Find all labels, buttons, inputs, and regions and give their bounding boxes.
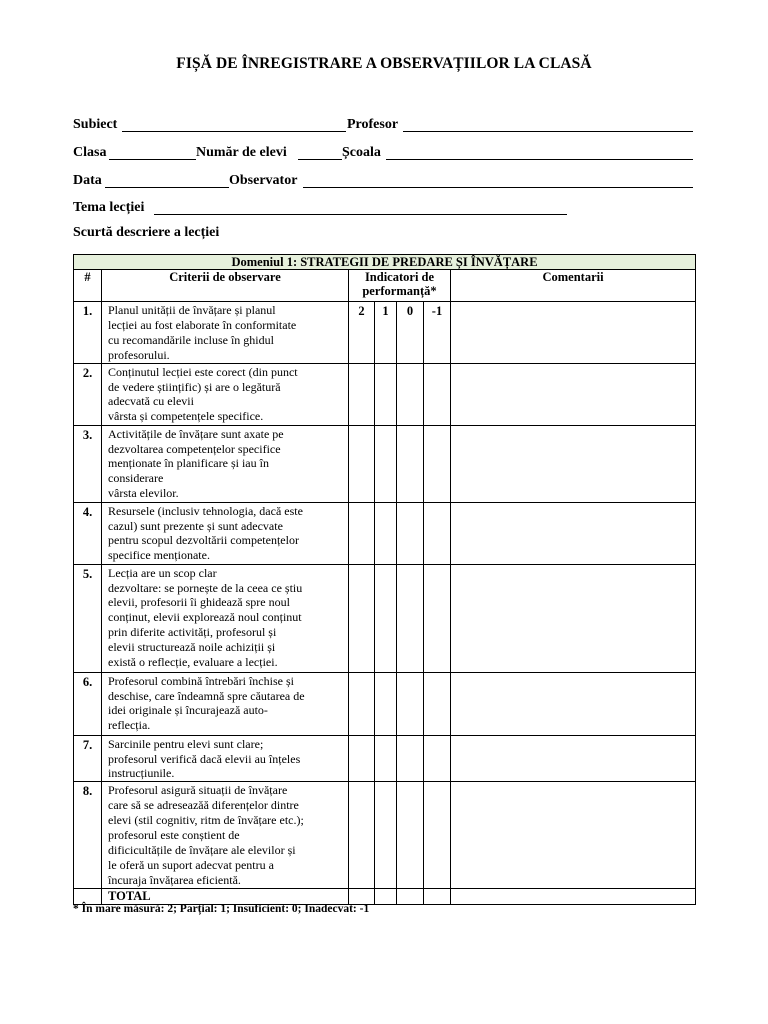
row-number: 5. <box>74 564 102 672</box>
criterion-line: deschise, care îndeamnă spre căutarea de <box>108 688 305 703</box>
scale-value[interactable]: -1 <box>424 302 451 364</box>
comment-cell[interactable] <box>451 564 696 672</box>
criterion-line: dezvoltarea competențelor specifice <box>108 441 281 456</box>
criterion-line: Lecția are un scop clar <box>108 565 217 580</box>
criterion-line: există o reflecție, evaluare a lecției. <box>108 655 278 670</box>
criterion-line: idei originale și încurajează auto- <box>108 703 268 718</box>
criterion-line: Profesorul asigură situații de învățare <box>108 783 288 798</box>
criterion-line: Sarcinile pentru elevi sunt clare; <box>108 736 264 751</box>
indicator-cell[interactable] <box>397 425 424 502</box>
criterion-line: Profesorul combină întrebări închise și <box>108 673 294 688</box>
field-clasa[interactable] <box>109 159 196 160</box>
criterion-line: vârsta elevilor. <box>108 486 179 501</box>
total-indicator-cell[interactable] <box>397 889 424 905</box>
label-subiect: Subiect <box>73 117 118 132</box>
criterion-line: Planul unității de învățare și planul <box>108 303 276 317</box>
row-number: 6. <box>74 672 102 735</box>
header-indicators: Indicatori de performanță* <box>349 270 451 302</box>
row-number: 3. <box>74 425 102 502</box>
field-data[interactable] <box>105 187 229 188</box>
field-observator[interactable] <box>303 187 693 188</box>
comment-cell[interactable] <box>451 735 696 782</box>
indicator-cell[interactable] <box>397 672 424 735</box>
form-line-clasa <box>73 144 693 162</box>
form-line-subiect-profesor <box>73 116 693 134</box>
criterion-line: instrucțiunile. <box>108 766 175 781</box>
criterion-line: vârsta și competențele specifice. <box>108 409 264 424</box>
form-line-tema <box>73 199 568 217</box>
criterion-line: care să se adreseazăă diferențelor dintre <box>108 798 299 813</box>
label-observator: Observator <box>229 173 298 188</box>
criterion-line: Activitățile de învățare sunt axate pe <box>108 426 284 441</box>
criterion-text <box>102 782 349 889</box>
scale-value[interactable]: 0 <box>397 302 424 364</box>
criterion-line: cu recomandările incluse în ghidul <box>108 332 274 347</box>
criterion-line: Resursele (inclusiv tehnologia, dacă este <box>108 503 303 518</box>
indicator-cell[interactable] <box>349 672 375 735</box>
label-data: Data <box>73 173 102 188</box>
header-num: # <box>74 270 102 302</box>
table-row <box>74 363 696 425</box>
criterion-line: specifice menționate. <box>108 548 210 563</box>
indicator-cell[interactable] <box>424 564 451 672</box>
criterion-line: conținut, elevii explorează noul conținut <box>108 610 302 625</box>
row-number: 7. <box>74 735 102 782</box>
indicator-cell[interactable] <box>349 735 375 782</box>
footnote: * În mare măsură: 2; Parțial: 1; Insuficient: 0; Inadecvat: -1 <box>73 903 370 915</box>
table-row <box>74 425 696 502</box>
indicator-cell[interactable] <box>424 782 451 889</box>
indicator-cell[interactable] <box>349 502 375 564</box>
indicator-cell[interactable] <box>424 672 451 735</box>
domain-title: Domeniul 1: STRATEGII DE PREDARE ȘI ÎNVĂȚARE <box>74 255 696 270</box>
label-scoala: Școala <box>342 145 381 160</box>
criterion-text <box>102 302 349 364</box>
criterion-line: prin diferite activități, profesorul și <box>108 625 277 640</box>
criterion-line: elevi (stil cognitiv, ritm de învățare etc.); <box>108 813 304 828</box>
indicator-cell[interactable] <box>375 502 397 564</box>
indicator-cell[interactable] <box>397 735 424 782</box>
table-row <box>74 564 696 672</box>
row-number: 1. <box>74 302 102 364</box>
field-scoala[interactable] <box>386 159 693 160</box>
total-indicator-cell[interactable] <box>424 889 451 905</box>
criterion-line: Conținutul lecției este corect (din punct <box>108 364 298 379</box>
criterion-line: lecției au fost elaborate în conformitate <box>108 317 297 332</box>
criterion-line: pentru scopul dezvoltării competențelor <box>108 533 299 548</box>
table-row <box>74 782 696 889</box>
criterion-line: elevii structurează noile achiziții și <box>108 640 276 655</box>
label-clasa: Clasa <box>73 145 107 160</box>
comment-cell[interactable] <box>451 782 696 889</box>
label-numar-elevi: Număr de elevi <box>196 145 287 160</box>
row-number: 2. <box>74 363 102 425</box>
indicator-cell[interactable] <box>349 363 375 425</box>
total-comment-cell[interactable] <box>451 889 696 905</box>
table-row <box>74 672 696 735</box>
indicator-cell[interactable] <box>424 363 451 425</box>
label-profesor: Profesor <box>347 117 399 132</box>
comment-cell[interactable] <box>451 672 696 735</box>
total-indicator-cell[interactable] <box>375 889 397 905</box>
scale-value[interactable]: 1 <box>375 302 397 364</box>
comment-cell[interactable] <box>451 363 696 425</box>
criterion-line: de vedere științific) și are o legătură <box>108 379 281 394</box>
indicator-cell[interactable] <box>375 363 397 425</box>
comment-cell[interactable] <box>451 502 696 564</box>
criterion-text <box>102 564 349 672</box>
criterion-text <box>102 502 349 564</box>
criterion-line: elevii, profesorii îi ghidează spre noul <box>108 595 290 610</box>
indicator-cell[interactable] <box>375 425 397 502</box>
indicator-cell[interactable] <box>424 502 451 564</box>
indicator-cell[interactable] <box>349 564 375 672</box>
criterion-text <box>102 363 349 425</box>
criterion-line: profesorul este conștient de <box>108 828 240 843</box>
indicator-cell[interactable] <box>375 735 397 782</box>
page-title: FIȘĂ DE ÎNREGISTRARE A OBSERVAȚIILOR LA CLASĂ <box>176 55 592 72</box>
indicator-cell[interactable] <box>397 363 424 425</box>
indicator-cell[interactable] <box>375 782 397 889</box>
header-criteria: Criterii de observare <box>102 270 349 302</box>
row-number: 8. <box>74 782 102 889</box>
criterion-line: dificicultățile de învățare ale elevilor și <box>108 842 296 857</box>
comment-cell[interactable] <box>451 302 696 364</box>
indicator-cell[interactable] <box>375 564 397 672</box>
criterion-line: reflecția. <box>108 718 151 733</box>
indicator-cell[interactable] <box>424 735 451 782</box>
indicator-cell[interactable] <box>375 672 397 735</box>
indicator-cell[interactable] <box>424 425 451 502</box>
field-numar-elevi[interactable] <box>298 159 342 160</box>
scale-value[interactable]: 2 <box>349 302 375 364</box>
criterion-line: profesorul verifică dacă elevii au înțeles <box>108 751 301 766</box>
indicator-cell[interactable] <box>397 782 424 889</box>
field-profesor[interactable] <box>403 131 693 132</box>
criterion-line: încuraja învățarea eficientă. <box>108 872 241 887</box>
criterion-line: dezvoltare: se pornește de la ceea ce știu <box>108 580 303 595</box>
criterion-line: adecvată cu elevii <box>108 394 194 409</box>
table-row <box>74 735 696 782</box>
indicator-cell[interactable] <box>397 502 424 564</box>
label-tema: Tema lecției <box>73 200 145 215</box>
field-subiect[interactable] <box>122 131 346 132</box>
header-comments: Comentarii <box>451 270 696 302</box>
table-row <box>74 502 696 564</box>
label-descriere: Scurtă descriere a lecției <box>73 225 220 240</box>
criterion-text <box>102 672 349 735</box>
criterion-text <box>102 735 349 782</box>
indicator-cell[interactable] <box>349 425 375 502</box>
criterion-line: profesorului. <box>108 347 170 362</box>
indicator-cell[interactable] <box>349 782 375 889</box>
criterion-line: menționate în planificare și iau în <box>108 456 269 471</box>
criterion-text <box>102 425 349 502</box>
field-tema[interactable] <box>154 214 567 215</box>
row-number: 4. <box>74 502 102 564</box>
table-row <box>74 302 696 364</box>
form-line-data <box>73 172 693 190</box>
criterion-line: cazul) sunt prezente și sunt adecvate <box>108 518 283 533</box>
indicator-cell[interactable] <box>397 564 424 672</box>
observation-table <box>73 254 696 905</box>
criterion-line: considerare <box>108 471 164 486</box>
total-label: TOTAL <box>102 889 349 905</box>
criterion-line: le oferă un suport adecvat pentru a <box>108 857 274 872</box>
comment-cell[interactable] <box>451 425 696 502</box>
